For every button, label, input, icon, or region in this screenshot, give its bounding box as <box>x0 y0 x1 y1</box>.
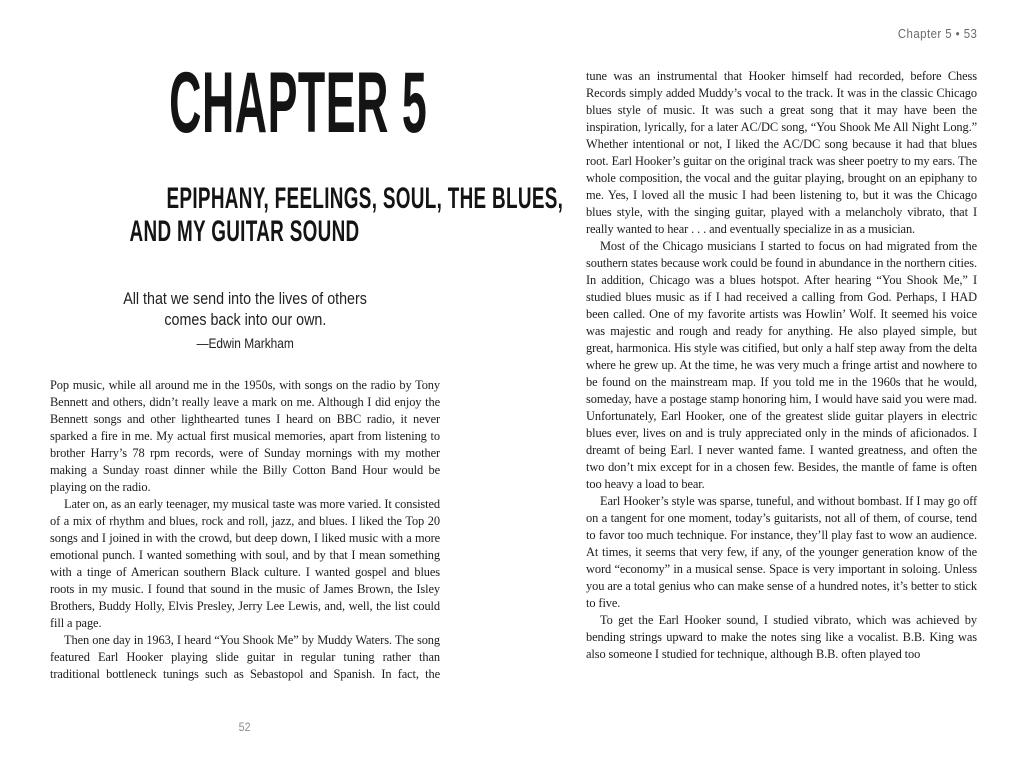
chapter-title-text: CHAPTER 5 <box>169 55 428 151</box>
epigraph-line <box>50 289 440 310</box>
chapter-subtitle-line <box>50 215 440 248</box>
epigraph-line <box>50 310 440 331</box>
running-header-text: Chapter 5 • 53 <box>897 26 977 41</box>
body-paragraph: Then one day in 1963, I heard “You Shook Me” by Muddy Waters. The song featured Earl Hooker playing slide guitar in regular tuning rather than traditional bottleneck tunings such as Sebastopol and Spanish. In fact, the <box>50 633 440 681</box>
body-paragraph: To get the Earl Hooker sound, I studied vibrato, which was achieved by bending strings upward to make the notes sing like a vocalist. B.B. King was also someone I studied for technique, although B.B. often played too <box>586 613 977 661</box>
epigraph-line2-text: comes back into our own. <box>164 309 326 329</box>
epigraph <box>50 289 440 353</box>
body-paragraph: Pop music, while all around me in the 1950s, with songs on the radio by Tony Bennett and others, didn’t really leave a mark on me. Although I did enjoy the Bennett songs and other lighthearted tunes I heard on BBC radio, it never sparked a fire in me. My actual first musical memories, apart from listening to brother Harry’s 78 rpm records, were of Sunday mornings with my mother making a Sunday roast dinner while the Billy Cotton Band Hour would be playing on the radio. <box>50 378 440 494</box>
left-page <box>50 0 564 768</box>
right-page <box>586 0 977 768</box>
body-paragraph: tune was an instrumental that Hooker himself had recorded, before Chess Records simply added Muddy’s vocal to the track. It was in the classic Chicago blues style of music. It was such a great song that it may have been the inspiration, lyrically, for a later AC/DC song, “You Shook Me All Night Long.” Whether intentional or not, I liked the AC/DC song because it had that blues root. Earl Hooker’s guitar on the original track was sheer poetry to my ears. The whole composition, the vocal and the guitar playing, brought on an epiphany to me. Yes, I loved all the music I had been listening to, but it was the Chicago blues style, with the singing guitar, played with a melancholy vibrato, that I really wanted to hear . . . and eventually specialize in as a musician. <box>586 69 977 236</box>
epigraph-attribution-text: —Edwin Markham <box>196 335 294 351</box>
chapter-subtitle-line1-text: EPIPHANY, FEELINGS, SOUL, THE BLUES, <box>166 182 564 215</box>
chapter-subtitle-line2-text: AND MY GUITAR SOUND <box>130 215 360 248</box>
left-page-body <box>50 377 440 683</box>
page-number-left <box>50 721 440 733</box>
body-paragraph: Most of the Chicago musicians I started to focus on had migrated from the southern states because work could be found in abundance in the northern cities. In addition, Chicago was a blues hotspot. After hearing “You Shook Me,” I studied blues music as if I had received a calling from God. Perhaps, I HAD been called. One of my favorite artists was Howlin’ Wolf. It seemed his voice was majestic and rough and ready for anything. He also played simple, but great, harmonica. His style was citified, but only a half step away from the delta where he grew up. At the time, he was very much a fringe artist and nowhere to be found on the mainstream map. If you told me in the 1960s that he would, someday, have a postage stamp honoring him, I would have said you were mad. Unfortunately, Earl Hooker, one of the greatest slide guitar players in electric blues ever, lives on and is truly appreciated only in the minds of aficionados. I dreamt of being Earl. I never wanted fame. I wanted greatness, and often the two don’t mix except for in a chosen few. Besides, the mantle of fame is often too heavy a load to bear. <box>586 239 977 491</box>
chapter-subtitle-line <box>50 182 564 215</box>
epigraph-line1-text: All that we send into the lives of others <box>123 289 367 308</box>
running-header <box>586 27 977 40</box>
chapter-title <box>50 55 440 151</box>
epigraph-attribution <box>50 335 440 353</box>
body-paragraph: Later on, as an early teenager, my musical taste was more varied. It consisted of a mix of rhythm and blues, rock and roll, jazz, and blues. I liked the Top 20 songs and I joined in with the crowd, but deep down, I liked music with a more emotional punch. I wanted something with soul, and by that I mean something with a tinge of American southern Black culture. I wanted gospel and blues roots in my music. I found that sound in the music of James Brown, the Isley Brothers, Buddy Holly, Elvis Presley, Jerry Lee Lewis, and, well, the list could fill a page. <box>50 497 440 630</box>
right-page-body <box>586 68 977 663</box>
chapter-subtitle <box>50 182 564 248</box>
page-number-left-text: 52 <box>238 720 252 734</box>
body-paragraph: Earl Hooker’s style was sparse, tuneful, and without bombast. If I may go off on a tangent for one moment, today’s guitarists, not all of them, of course, tend to favor too much technique. For instance, they’ll play fast to wow an audience. At times, it seems that very few, if any, of the younger generation know of the word “economy” in a musical sense. Space is very important in soloing. Unless you are a total genius who can make sense of a hundred notes, it’s better to stick to five. <box>586 494 977 610</box>
